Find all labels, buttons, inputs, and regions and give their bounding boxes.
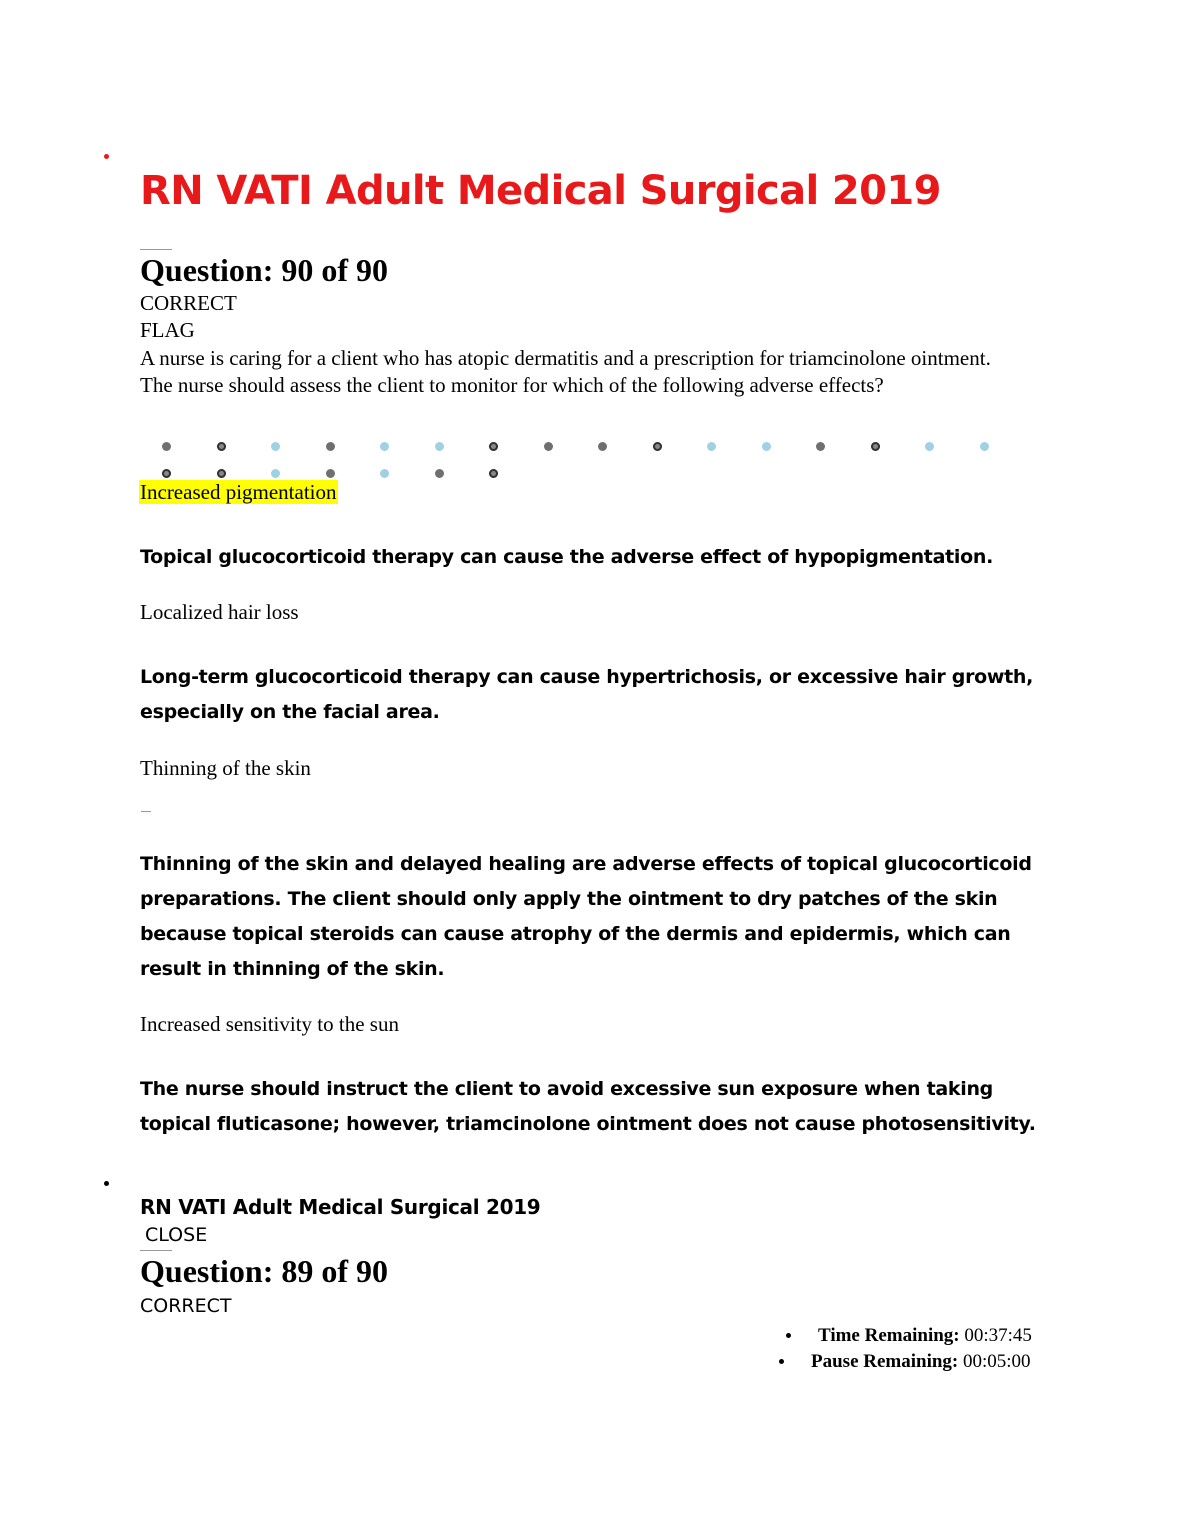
option-4[interactable]: Increased sensitivity to the sun — [140, 1012, 399, 1036]
question-stem: A nurse is caring for a client who has atopic dermatitis and a prescription for triamcinolone ointment. The nurse should assess the client to monitor for which of the following adverse effects? — [140, 346, 991, 397]
option-2[interactable]: Localized hair loss — [140, 600, 299, 624]
question-dot[interactable] — [707, 442, 716, 451]
divider — [141, 811, 151, 812]
bullet-icon — [104, 1181, 109, 1186]
question-dot[interactable] — [489, 442, 498, 451]
close-button[interactable]: CLOSE — [145, 1224, 208, 1246]
page-title: RN VATI Adult Medical Surgical 2019 — [140, 168, 941, 214]
status-badge: CORRECT — [140, 291, 237, 315]
question-dot[interactable] — [925, 442, 934, 451]
question-number: Question: 89 of 90 — [140, 1253, 388, 1289]
option-label: Increased pigmentation — [140, 480, 337, 504]
question-dot[interactable] — [435, 469, 444, 478]
question-dot[interactable] — [435, 442, 444, 451]
question-dot[interactable] — [544, 442, 553, 451]
section-title: RN VATI Adult Medical Surgical 2019 — [140, 1195, 541, 1219]
question-dot[interactable] — [271, 469, 280, 478]
pause-remaining — [811, 1351, 1031, 1373]
question-dot[interactable] — [217, 469, 226, 478]
option-3-rationale: Thinning of the skin and delayed healing are adverse effects of topical glucocorticoid preparations. The client should only apply the ointment to dry patches of the skin because topical steroids can cause atrophy of the dermis and epidermis, which can result in thinning of the skin. — [140, 853, 1032, 980]
option-3[interactable]: Thinning of the skin — [140, 756, 311, 780]
time-remaining-label: Time Remaining: — [818, 1325, 960, 1346]
question-dot[interactable] — [326, 469, 335, 478]
question-dot[interactable] — [762, 442, 771, 451]
option-4-rationale: The nurse should instruct the client to avoid excessive sun exposure when taking topical fluticasone; however, triamcinolone ointment does not cause photosensitivity. — [140, 1078, 1036, 1135]
question-dot[interactable] — [653, 442, 662, 451]
pause-remaining-label: Pause Remaining: — [811, 1351, 959, 1372]
option-2-rationale: Long-term glucocorticoid therapy can cause hypertrichosis, or excessive hair growth, especially on the facial area. — [140, 666, 1034, 723]
question-dot[interactable] — [162, 469, 171, 478]
pause-remaining-value: 00:05:00 — [963, 1351, 1031, 1372]
divider — [140, 249, 172, 250]
bullet-icon — [786, 1333, 791, 1338]
question-dot[interactable] — [326, 442, 335, 451]
question-dot[interactable] — [380, 442, 389, 451]
question-number: Question: 90 of 90 — [140, 252, 388, 288]
flag-button[interactable]: FLAG — [140, 318, 195, 342]
status-badge: CORRECT — [140, 1295, 232, 1317]
time-remaining — [818, 1325, 1032, 1347]
question-dot[interactable] — [816, 442, 825, 451]
question-dot[interactable] — [271, 442, 280, 451]
time-remaining-value: 00:37:45 — [964, 1325, 1032, 1346]
divider — [140, 1250, 172, 1251]
question-dot[interactable] — [217, 442, 226, 451]
red-bullet-icon — [104, 154, 109, 159]
question-dot[interactable] — [980, 442, 989, 451]
question-dot[interactable] — [489, 469, 498, 478]
question-dot[interactable] — [598, 442, 607, 451]
bullet-icon — [779, 1359, 784, 1364]
question-dot[interactable] — [162, 442, 171, 451]
option-1[interactable] — [139, 480, 338, 505]
question-dot[interactable] — [380, 469, 389, 478]
option-1-rationale: Topical glucocorticoid therapy can cause the adverse effect of hypopigmentation. — [140, 546, 993, 568]
question-dot[interactable] — [871, 442, 880, 451]
